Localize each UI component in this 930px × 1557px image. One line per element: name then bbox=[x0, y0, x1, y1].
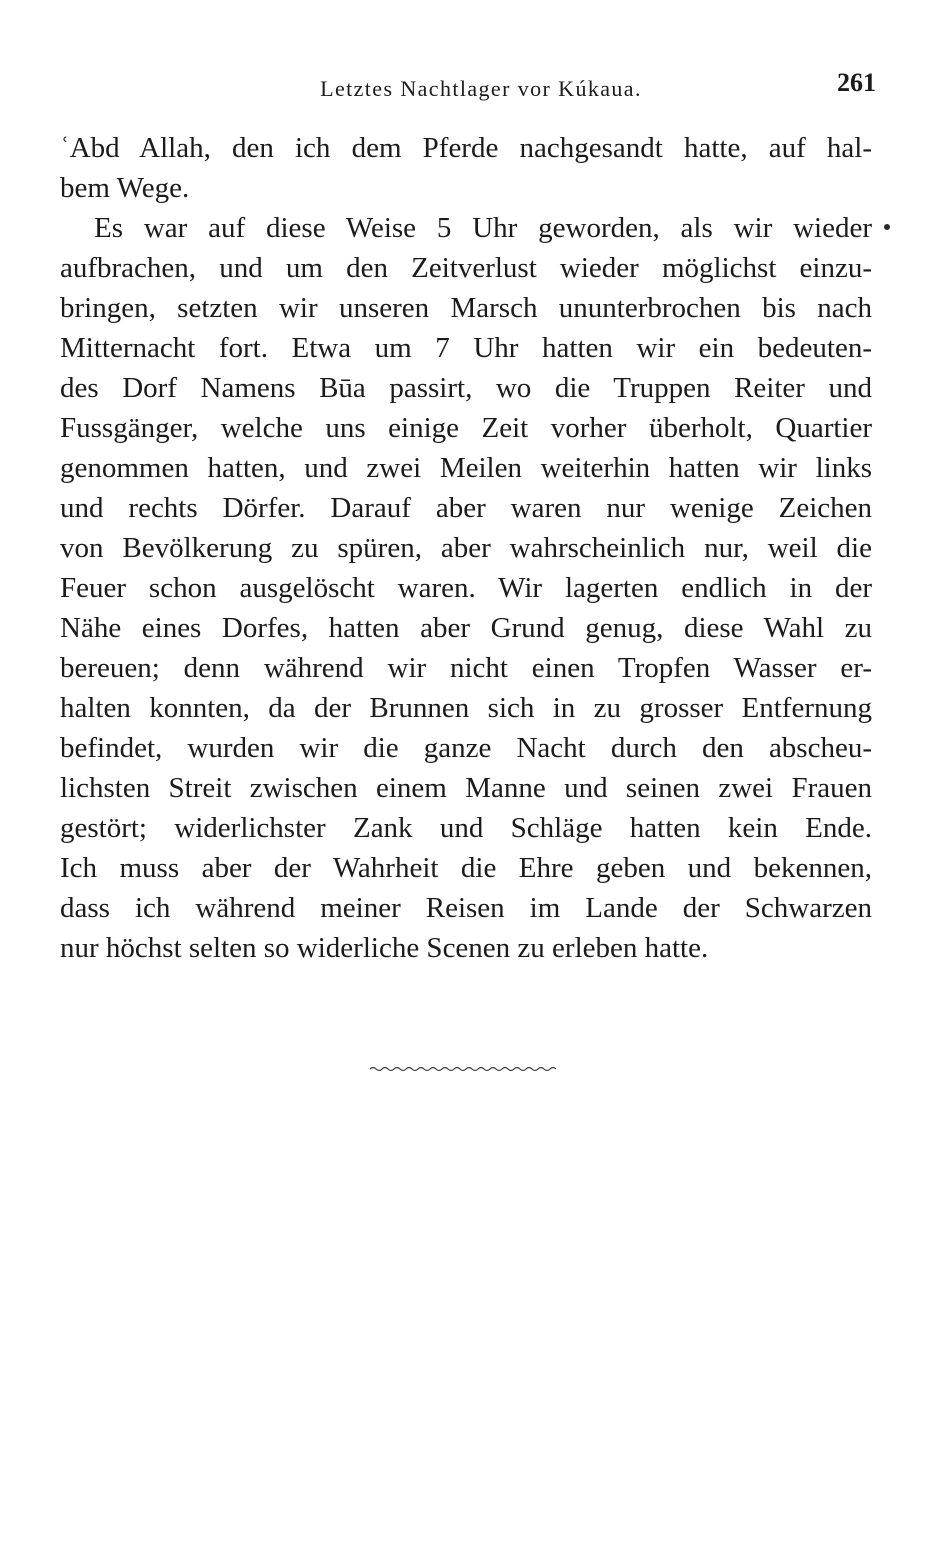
text-line: Nähe eines Dorfes, hatten aber Grund genug, diese Wahl zu bbox=[60, 612, 872, 644]
page-number: 261 bbox=[837, 68, 876, 97]
text-line: und rechts Dörfer. Darauf aber waren nur wenige Zeichen bbox=[60, 492, 872, 524]
text-line: dass ich während meiner Reisen im Lande der Schwarzen bbox=[60, 892, 872, 924]
text-line: lichsten Streit zwischen einem Manne und seinen zwei Frauen bbox=[60, 772, 872, 804]
text-line: aufbrachen, und um den Zeitverlust wieder möglichst einzu- bbox=[60, 252, 872, 284]
text-line: Mitternacht fort. Etwa um 7 Uhr hatten wir ein bedeuten- bbox=[60, 332, 872, 364]
margin-dot bbox=[884, 224, 890, 230]
text-line: genommen hatten, und zwei Meilen weiterhin hatten wir links bbox=[60, 452, 872, 484]
text-line: bringen, setzten wir unseren Marsch ununterbrochen bis nach bbox=[60, 292, 872, 324]
text-line: bem Wege. bbox=[60, 172, 190, 204]
text-line: ʿAbd Allah, den ich dem Pferde nachgesandt hatte, auf hal- bbox=[60, 132, 872, 164]
text-line: Es war auf diese Weise 5 Uhr geworden, als wir wieder bbox=[94, 212, 872, 244]
text-line: Ich muss aber der Wahrheit die Ehre geben und bekennen, bbox=[60, 852, 872, 884]
paragraph-2 bbox=[60, 208, 872, 968]
text-line: von Bevölkerung zu spüren, aber wahrscheinlich nur, weil die bbox=[60, 532, 872, 564]
running-title: Letztes Nachtlager vor Kúkaua. bbox=[320, 76, 642, 101]
text-line: des Dorf Namens Būa passirt, wo die Truppen Reiter und bbox=[60, 372, 872, 404]
text-line: befindet, wurden wir die ganze Nacht durch den abscheu- bbox=[60, 732, 872, 764]
text-line: bereuen; denn während wir nicht einen Tropfen Wasser er- bbox=[60, 652, 872, 684]
text-line: halten konnten, da der Brunnen sich in zu grosser Entfernung bbox=[60, 692, 872, 724]
paragraph-1 bbox=[60, 128, 872, 208]
end-ornament bbox=[370, 1064, 556, 1074]
running-header bbox=[60, 68, 876, 108]
body-text bbox=[60, 128, 872, 968]
text-line: nur höchst selten so widerliche Scenen zu erleben hatte. bbox=[60, 932, 709, 964]
text-line: Feuer schon ausgelöscht waren. Wir lagerten endlich in der bbox=[60, 572, 872, 604]
text-line: gestört; widerlichster Zank und Schläge hatten kein Ende. bbox=[60, 812, 872, 844]
text-line: Fussgänger, welche uns einige Zeit vorher überholt, Quartier bbox=[60, 412, 872, 444]
